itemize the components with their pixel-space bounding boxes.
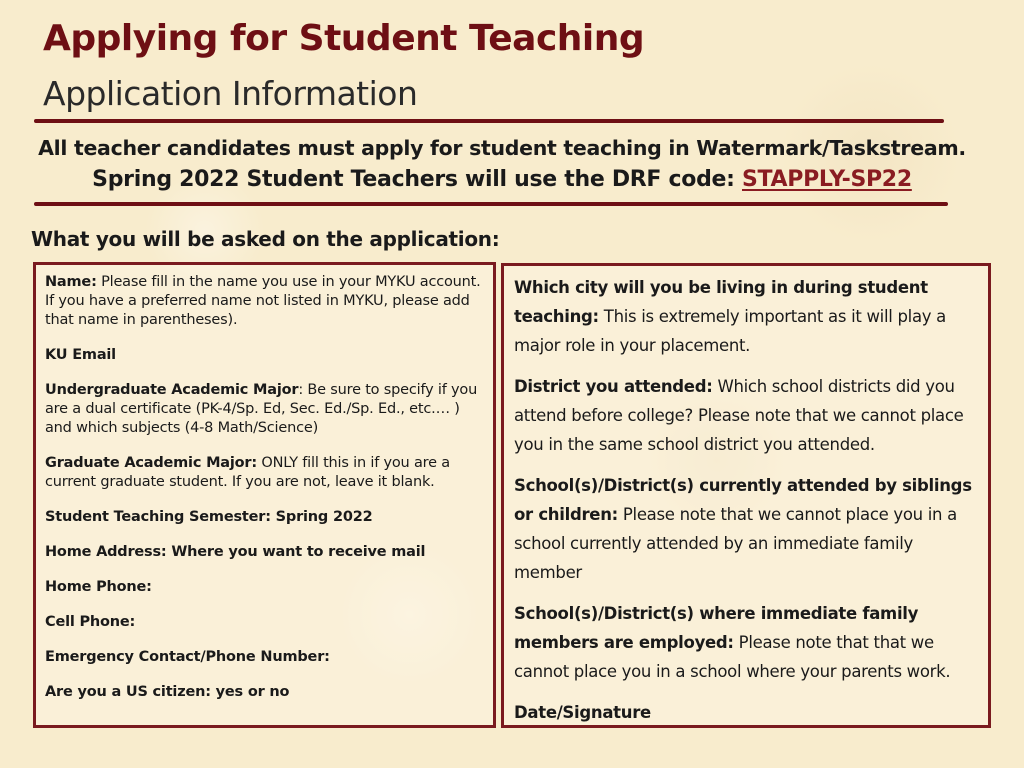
field-cell-phone <box>45 613 485 632</box>
field-undergraduate-major <box>45 381 485 438</box>
drf-code-notice <box>0 167 1004 192</box>
field-graduate-major <box>45 454 485 492</box>
field-label: Home Phone: <box>45 579 152 595</box>
field-label: Student Teaching Semester: Spring 2022 <box>45 509 373 525</box>
field-description: Please note that we cannot place you in a school currently attended by an immediate family member <box>514 505 957 582</box>
field-emergency-contact <box>45 648 485 667</box>
field-label: School(s)/District(s) currently attended by siblings or children: <box>514 476 972 524</box>
field-name <box>45 273 485 330</box>
drf-code-link[interactable]: STAPPLY-SP22 <box>742 167 912 192</box>
field-semester <box>45 508 485 527</box>
field-label: Cell Phone: <box>45 614 136 630</box>
field-home-phone <box>45 578 485 597</box>
apply-notice: All teacher candidates must apply for student teaching in Watermark/Taskstream. <box>38 136 966 160</box>
top-divider <box>34 119 944 123</box>
drf-code-prefix: Spring 2022 Student Teachers will use the DRF code: <box>92 167 742 192</box>
placement-info-panel <box>501 263 991 728</box>
field-label: Which city will you be living in during student teaching: <box>514 278 928 326</box>
field-label: Home Address: Where you want to receive mail <box>45 544 426 560</box>
field-label: Name: <box>45 274 97 290</box>
field-label: Emergency Contact/Phone Number: <box>45 649 330 665</box>
page-title: Applying for Student Teaching <box>43 18 645 59</box>
field-description: : Be sure to specify if you are a dual certificate (PK-4/Sp. Ed, Sec. Ed./Sp. Ed., etc.… ) and which subjects (4-8 Math/Science) <box>45 382 478 436</box>
page-subtitle: Application Information <box>43 74 418 113</box>
field-home-address <box>45 543 485 562</box>
field-label: School(s)/District(s) where immediate family members are employed: <box>514 604 919 652</box>
field-sibling-schools <box>514 471 980 587</box>
field-description: Please note that that we cannot place you in a school where your parents work. <box>514 633 951 681</box>
section-heading: What you will be asked on the application: <box>31 227 500 251</box>
personal-info-panel <box>33 262 496 728</box>
field-district-attended <box>514 372 980 459</box>
field-ku-email <box>45 346 485 365</box>
field-description: This is extremely important as it will play a major role in your placement. <box>514 307 946 355</box>
field-description: ONLY fill this in if you are a current graduate student. If you are not, leave it blank. <box>45 455 450 490</box>
field-living-city <box>514 273 980 360</box>
field-label: Are you a US citizen: yes or no <box>45 684 290 700</box>
field-description: Which school districts did you attend before college? Please note that we cannot place you in the same school district you attended. <box>514 377 964 454</box>
field-us-citizen <box>45 683 485 702</box>
field-label: KU Email <box>45 347 116 363</box>
field-description: Please fill in the name you use in your MYKU account. If you have a preferred name not listed in MYKU, please add that name in parentheses). <box>45 274 481 328</box>
field-label: District you attended: <box>514 377 713 396</box>
field-date-signature <box>514 698 980 727</box>
field-label: Graduate Academic Major: <box>45 455 257 471</box>
field-label: Date/Signature <box>514 703 651 722</box>
field-family-employment <box>514 599 980 686</box>
field-label: Undergraduate Academic Major <box>45 382 299 398</box>
bottom-divider <box>34 202 948 206</box>
